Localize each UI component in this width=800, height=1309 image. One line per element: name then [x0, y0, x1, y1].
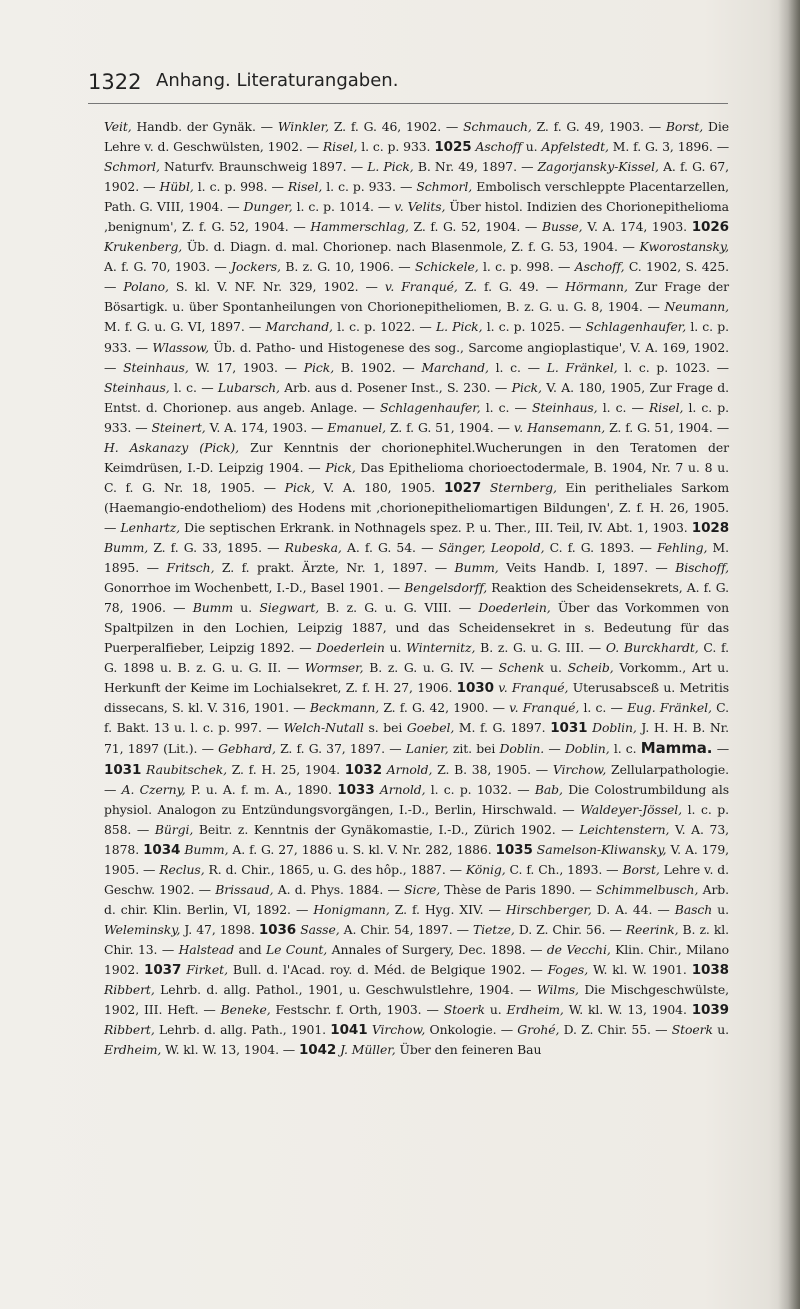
author-name: v. Velits,: [394, 199, 446, 215]
author-name: Risel,: [287, 179, 323, 195]
author-name: Schimmelbusch,: [596, 881, 699, 897]
citation-text: Veits Handb. I, 1897. —: [498, 560, 676, 576]
citation-text: Z. f. G. 51, 1904. —: [386, 419, 514, 435]
citation-text: Über den feineren Bau: [395, 1042, 542, 1058]
citation-text: l. c.: [609, 741, 641, 757]
citation-text: l. c. p. 933. —: [104, 319, 729, 355]
author-name: Tietze,: [472, 921, 515, 937]
author-name: Gebhard,: [218, 741, 276, 757]
citation-text: u.: [484, 1002, 507, 1018]
citation-text: s. bei: [363, 720, 407, 736]
author-name: Reerink,: [625, 921, 679, 937]
citation-text: Thèse de Paris 1890. —: [440, 881, 597, 897]
citation-text: u.: [712, 901, 729, 917]
author-name: Stoerk: [671, 1022, 713, 1038]
citation-text: D. Z. Chir. 56. —: [514, 921, 626, 937]
citation-text: Z. f. G. 49. —: [457, 279, 566, 295]
citation-text: Die septischen Erkrank. in Nothnagels spez. P. u. Ther., III. Teil, IV. Abt. 1, 1903.: [180, 519, 692, 535]
citation-text: Lehrb. d. allg. Path., 1901.: [154, 1022, 331, 1038]
author-name: Steinhaus,: [104, 379, 170, 395]
author-name: Fritsch,: [166, 560, 215, 576]
citation-text: Lehrb. d. allg. Pathol., 1901, u. Geschwulstlehre, 1904. —: [154, 982, 537, 998]
citation-text: u.: [544, 660, 568, 676]
citation-text: Lehre v. d. Geschw. 1902. —: [104, 861, 729, 897]
citation-text: V. A. 179, 1905. —: [104, 841, 729, 877]
author-name: Brissaud,: [215, 881, 274, 897]
reference-number: 1028: [691, 519, 730, 536]
author-name: Erdheim,: [506, 1002, 564, 1018]
reference-number: 1036: [258, 921, 297, 938]
citation-text: B. z. kl. Chir. 13. —: [104, 921, 729, 957]
author-name: Grohé,: [517, 1022, 560, 1038]
author-name: Doederlein,: [478, 600, 551, 616]
author-name: Marchand,: [421, 359, 489, 375]
citation-text: P. u. A. f. m. A., 1890.: [185, 781, 338, 797]
citation-text: Handb. der Gynäk. —: [131, 119, 278, 134]
citation-text: W. kl. W. 13, 1904. —: [161, 1042, 299, 1058]
citation-text: [481, 480, 490, 495]
citation-text: Z. f. G. 42, 1900. —: [379, 700, 510, 716]
citation-text: Beitr. z. Kenntnis der Gynäkomastie, I.-D., Zürich 1902. —: [193, 821, 580, 837]
author-name: Sänger, Leopold,: [438, 539, 545, 555]
citation-text: —: [544, 741, 565, 757]
citation-text: Bull. d. l'Acad. roy. d. Méd. de Belgique 1902. —: [227, 961, 548, 977]
citation-text: M. f. G. 3, 1896. —: [608, 139, 730, 155]
citation-text: l. c. —: [579, 700, 628, 716]
author-name: H. Askanazy (Pick),: [104, 439, 240, 455]
reference-number: 1039: [691, 1002, 729, 1019]
citation-text: D. A. 44. —: [591, 901, 675, 917]
author-name: Apfelstedt,: [541, 139, 609, 155]
citation-text: Über das Vorkommen von Spaltpilzen in den Lochien, Leipzig 1887, und das Scheidensekret in s. Bedeutung für das Puerperalfieber, Leipzig 1892. —: [104, 600, 729, 656]
citation-text: l. c. p. 933.: [357, 139, 435, 155]
citation-text: l. c. p. 998. —: [478, 259, 575, 275]
bibliography-paragraph: [104, 117, 729, 1060]
author-name: Doblin,: [564, 741, 610, 757]
author-name: Schenk: [498, 660, 545, 676]
author-name: Waldeyer-Jössel,: [580, 801, 683, 817]
citation-text: Z. f. G. 33, 1895. —: [148, 539, 285, 555]
author-name: Bengelsdorff,: [404, 580, 488, 596]
author-name: de Vecchi,: [546, 941, 611, 957]
citation-text: W. 17, 1903. —: [188, 359, 304, 375]
author-name: Aschoff,: [574, 259, 625, 275]
citation-text: Die Mischgeschwülste, 1902, III. Heft. —: [104, 982, 729, 1018]
citation-text: l. c. p. 1014. —: [292, 199, 395, 215]
citation-text: Z. f. prakt. Ärzte, Nr. 1, 1897. —: [214, 560, 455, 576]
author-name: Lanier,: [405, 741, 449, 757]
author-name: Neumann,: [664, 299, 729, 315]
citation-text: l. c. —: [169, 379, 218, 395]
author-name: Borst,: [622, 861, 660, 877]
author-name: L. Fränkel,: [546, 359, 618, 375]
reference-number: 1031: [550, 720, 588, 737]
citation-text: C. f. Bakt. 13 u. l. c. p. 997. —: [104, 700, 729, 736]
author-name: Emanuel,: [327, 419, 387, 435]
author-name: Bumm,: [184, 841, 229, 857]
author-name: Bumm: [192, 600, 233, 616]
author-name: Veit,: [104, 119, 132, 134]
reference-number: 1027: [443, 479, 482, 496]
author-name: Schmauch,: [463, 119, 532, 134]
author-name: v. Franqué,: [384, 279, 458, 295]
author-name: Beneke,: [220, 1002, 271, 1018]
citation-text: W. kl. W. 13, 1904.: [563, 1002, 692, 1018]
author-name: Doblin,: [592, 720, 637, 736]
author-name: J. Müller,: [340, 1042, 396, 1058]
citation-text: l. c. p. 998. —: [193, 179, 288, 195]
author-name: v. Franqué,: [509, 700, 580, 716]
citation-text: Zur Frage der Bösartigk. u. über Spontanheilungen von Chorionepitheliomen, B. z. G. u. G. 8, 1904. —: [104, 279, 729, 315]
reference-number: 1042: [298, 1042, 337, 1059]
citation-text: Das Epithelioma chorioectodermale, B. 1904, Nr. 7 u. 8 u. C. f. G. Nr. 18, 1905. —: [104, 459, 729, 495]
author-name: Schmorl,: [416, 179, 473, 195]
author-name: Jockers,: [231, 259, 281, 275]
citation-text: Zellularpathologie. —: [104, 761, 729, 797]
author-name: Kworostansky,: [639, 239, 729, 255]
reference-number: 1025: [434, 139, 472, 156]
citation-text: Annales of Surgery, Dec. 1898. —: [327, 941, 547, 957]
author-name: Winkler,: [277, 119, 329, 134]
author-name: Arnold,: [386, 761, 433, 777]
citation-text: Über histol. Indizien des Chorionepithelioma ‚benignum', Z. f. G. 52, 1904. —: [104, 199, 729, 235]
author-name: Bab,: [534, 781, 563, 797]
author-name: Leichtenstern,: [579, 821, 670, 837]
author-name: Weleminsky,: [104, 921, 181, 937]
author-name: König,: [465, 861, 506, 877]
citation-text: Z. B. 38, 1905. —: [432, 761, 553, 777]
citation-text: l. c. p. 1032. —: [425, 781, 535, 797]
citation-text: S. kl. V. NF. Nr. 329, 1902. —: [168, 279, 385, 295]
citation-text: Z. f. G. 37, 1897. —: [275, 741, 406, 757]
running-title: Anhang. Literaturangaben.: [156, 70, 399, 91]
author-name: Hörmann,: [565, 279, 628, 295]
author-name: Lenhartz,: [120, 519, 181, 535]
citation-text: u.: [384, 640, 407, 656]
author-name: Arnold,: [379, 781, 426, 797]
citation-text: A. f. G. 70, 1903. —: [104, 259, 232, 275]
citation-text: Z. f. H. 25, 1904.: [226, 761, 345, 777]
author-name: Halstead: [178, 941, 235, 957]
citation-text: Ein peritheliales Sarkom (Haemangio-endotheliom) des Hodens mit ‚chorionepitheliomartigen Bildungen', Z. f. H. 26, 1905. —: [104, 479, 730, 535]
citation-text: l. c. —: [597, 399, 649, 415]
author-name: Schickele,: [414, 259, 479, 275]
author-name: Foges,: [547, 961, 589, 977]
citation-text: V. A. 174, 1903. —: [205, 419, 328, 435]
citation-text: J. H. H. B. Nr. 71, 1897 (Lit.). —: [104, 720, 729, 757]
author-name: Ribbert,: [104, 982, 155, 998]
author-name: Fehling,: [656, 539, 708, 555]
citation-text: u.: [521, 139, 542, 155]
citation-text: V. A. 180, 1905, Zur Frage d. Entst. d. Chorionep. aus angeb. Anlage. —: [104, 379, 729, 415]
citation-text: Reaktion des Scheidensekrets, A. f. G. 78, 1906. —: [104, 580, 729, 616]
citation-text: C. f. G. 1893. —: [544, 539, 657, 555]
reference-number: 1034: [143, 841, 181, 858]
citation-text: and: [234, 941, 266, 957]
author-name: Polano,: [123, 279, 169, 295]
reference-number: 1033: [337, 781, 375, 798]
citation-text: B. Nr. 49, 1897. —: [413, 159, 538, 175]
author-name: v. Hansemann,: [513, 419, 606, 435]
citation-text: Die Colostrumbildung als physiol. Analogon zu Entzündungsvorgängen, I.-D., Berlin, Hirschwald. —: [104, 781, 730, 817]
citation-text: B. z. G. u. G. III. —: [475, 640, 606, 656]
citation-text: B. z. G. u. G. VIII. —: [319, 600, 479, 616]
author-name: Bürgi,: [154, 821, 194, 837]
citation-text: —: [712, 741, 730, 757]
author-name: Pick,: [511, 379, 542, 395]
author-name: Winternitz,: [406, 640, 476, 656]
author-name: Steinhaus,: [123, 359, 189, 375]
citation-text: l. c. p. 933. —: [322, 179, 417, 195]
page-edge-shadow: [778, 0, 800, 1309]
citation-text: Gonorrhoe im Wochenbett, I.-D., Basel 1901. —: [104, 580, 405, 596]
citation-text: Arb. aus d. Posener Inst., S. 230. —: [279, 379, 512, 395]
header-rule: [88, 103, 728, 104]
author-name: Busse,: [541, 219, 583, 235]
author-name: Scheib,: [567, 660, 614, 676]
author-name: L. Pick,: [367, 159, 414, 175]
author-name: Doederlein: [316, 640, 385, 656]
author-name: Virchow,: [552, 761, 607, 777]
author-name: Hammerschlag,: [310, 219, 409, 235]
citation-text: R. d. Chir., 1865, u. G. des hôp., 1887. —: [204, 861, 466, 877]
page-number: 1322: [88, 70, 142, 94]
author-name: Beckmann,: [309, 700, 380, 716]
citation-text: A. f. G. 27, 1886 u. S. kl. V. Nr. 282, 1886.: [228, 841, 496, 857]
citation-text: M. 1895. —: [104, 539, 730, 576]
reference-number: 1035: [495, 841, 533, 858]
author-name: Hübl,: [159, 179, 194, 195]
citation-text: C. f. G. 1898 u. B. z. G. u. G. II. —: [104, 640, 729, 676]
author-name: Schmorl,: [104, 159, 160, 175]
citation-text: Z. f. G. 51, 1904. —: [605, 419, 730, 435]
author-name: Firket,: [186, 961, 228, 977]
author-name: Risel,: [648, 399, 684, 415]
citation-text: l. c. —: [488, 359, 547, 375]
citation-text: W. kl. W. 1901.: [588, 961, 692, 977]
citation-text: Die Lehre v. d. Geschwülsten, 1902. —: [104, 119, 730, 155]
citation-text: Naturfv. Braunschweig 1897. —: [159, 159, 368, 175]
reference-number: 1031: [104, 761, 142, 778]
author-name: Bumm,: [104, 539, 149, 555]
citation-text: V. A. 174, 1903.: [582, 219, 692, 235]
author-name: Risel,: [322, 139, 358, 155]
author-name: Wlassow,: [152, 339, 210, 355]
author-name: Stoerk: [443, 1002, 485, 1018]
author-name: v. Franqué,: [498, 680, 569, 696]
citation-text: Z. f. Hyg. XIV. —: [389, 901, 506, 917]
citation-text: l. c. p. 1023. —: [617, 359, 729, 375]
citation-text: A. Chir. 54, 1897. —: [339, 921, 473, 937]
author-name: Bischoff,: [675, 560, 730, 576]
citation-text: Z. f. G. 46, 1902. —: [328, 119, 464, 134]
page-header: [88, 70, 728, 100]
author-name: Pick,: [325, 459, 356, 475]
citation-text: B. z. G. u. G. IV. —: [363, 660, 499, 676]
author-name: Honigmann,: [313, 901, 390, 917]
citation-text: Klin. Chir., Milano 1902.: [104, 941, 729, 977]
author-name: Le Count,: [265, 941, 328, 957]
author-name: Welch-Nutall: [283, 720, 364, 736]
author-name: Sasse,: [300, 921, 340, 937]
bibliography-text: [104, 117, 729, 1060]
citation-text: l. c. p. 1022. —: [332, 319, 436, 335]
reference-number: 1032: [344, 761, 383, 778]
citation-text: B. z. G. 10, 1906. —: [280, 259, 415, 275]
author-name: Virchow,: [371, 1022, 426, 1038]
author-name: Rubeska,: [284, 539, 342, 555]
author-name: Pick,: [284, 479, 315, 495]
author-name: Eug. Fränkel,: [627, 700, 712, 716]
citation-text: C. f. Ch., 1893. —: [505, 861, 623, 877]
citation-text: A. f. G. 54. —: [341, 539, 439, 555]
author-name: A. Czerny,: [121, 781, 186, 797]
citation-text: u.: [712, 1022, 729, 1038]
author-name: Goebel,: [406, 720, 455, 736]
author-name: Sternberg,: [489, 479, 557, 495]
citation-text: Uterusabsceß u. Metritis dissecans, S. kl. V. 316, 1901. —: [104, 680, 729, 716]
citation-text: l. c. p. 933. —: [104, 399, 729, 435]
citation-text: Festschr. f. Orth, 1903. —: [270, 1002, 444, 1018]
author-name: Erdheim,: [104, 1042, 162, 1058]
author-name: Sicre,: [404, 881, 441, 897]
author-name: Wormser,: [304, 660, 364, 676]
author-name: Marchand,: [265, 319, 333, 335]
citation-text: Üb. d. Diagn. d. mal. Chorionep. nach Blasenmole, Z. f. G. 53, 1904. —: [182, 239, 640, 255]
author-name: O. Burckhardt,: [605, 640, 699, 656]
citation-text: l. c. —: [480, 399, 532, 415]
citation-text: V. A. 180, 1905.: [314, 479, 444, 495]
citation-text: Embolisch verschleppte Placentarzellen, Path. G. VIII, 1904. —: [104, 179, 730, 215]
citation-text: V. A. 73, 1878.: [104, 821, 729, 857]
author-name: Borst,: [665, 119, 704, 134]
citation-text: Onkologie. —: [425, 1022, 518, 1038]
citation-text: Zur Kenntnis der chorionephitel.Wucherungen in den Teratomen der Keimdrüsen, I.-D. Leipzig 1904. —: [104, 439, 729, 475]
reference-number: 1026: [691, 219, 729, 236]
citation-text: M. f. G. 1897.: [454, 720, 551, 736]
author-name: Wilms,: [536, 982, 579, 998]
citation-text: J. 47, 1898.: [180, 921, 259, 937]
citation-text: D. Z. Chir. 55. —: [559, 1022, 672, 1038]
citation-text: l. c. p. 858. —: [104, 801, 729, 837]
reference-number: 1041: [330, 1022, 368, 1039]
author-name: Bumm,: [454, 560, 499, 576]
citation-text: A. f. G. 67, 1902. —: [104, 159, 729, 195]
citation-text: Vorkomm., Art u. Herkunft der Keime im Lochialsekret, Z. f. H. 27, 1906.: [104, 660, 730, 696]
author-name: Zagorjansky-Kissel,: [537, 159, 659, 175]
citation-text: Z. f. G. 52, 1904. —: [408, 219, 542, 235]
author-name: Aschoff: [475, 139, 522, 155]
reference-number: 1038: [691, 961, 729, 978]
section-heading: Mamma.: [640, 739, 713, 758]
reference-number: 1037: [144, 961, 182, 978]
author-name: Raubitschek,: [146, 761, 227, 777]
author-name: Basch: [674, 901, 713, 917]
citation-text: Arb. d. chir. Klin. Berlin, VI, 1892. —: [104, 881, 729, 917]
citation-text: Z. f. G. 49, 1903. —: [531, 119, 666, 134]
citation-text: B. 1902. —: [334, 359, 422, 375]
citation-text: u.: [232, 600, 260, 616]
citation-text: A. d. Phys. 1884. —: [273, 881, 405, 897]
author-name: Steinert,: [151, 419, 206, 435]
author-name: Siegwart,: [259, 600, 320, 616]
citation-text: zit. bei: [448, 741, 500, 757]
citation-text: C. 1902, S. 425. —: [104, 259, 730, 295]
author-name: Dunger,: [243, 199, 293, 215]
author-name: Reclus,: [159, 861, 205, 877]
author-name: Lubarsch,: [217, 379, 280, 395]
author-name: Schlagenhaufer,: [585, 319, 687, 335]
reference-number: 1030: [456, 680, 494, 697]
author-name: Pick,: [303, 359, 335, 375]
author-name: Samelson-Kliwansky,: [536, 841, 667, 857]
author-name: L. Pick,: [435, 319, 483, 335]
citation-text: Üb. d. Patho- und Histogenese des sog., Sarcome angioplastique', V. A. 169, 1902. —: [104, 339, 729, 375]
author-name: Krukenberg,: [104, 239, 183, 255]
author-name: Hirschberger,: [505, 901, 592, 917]
author-name: Doblin.: [499, 741, 545, 757]
author-name: Schlagenhaufer,: [379, 399, 481, 415]
author-name: Steinhaus,: [531, 399, 598, 415]
citation-text: l. c. p. 1025. —: [482, 319, 586, 335]
citation-text: M. f. G. u. G. VI, 1897. —: [104, 319, 266, 335]
author-name: Ribbert,: [104, 1022, 155, 1038]
